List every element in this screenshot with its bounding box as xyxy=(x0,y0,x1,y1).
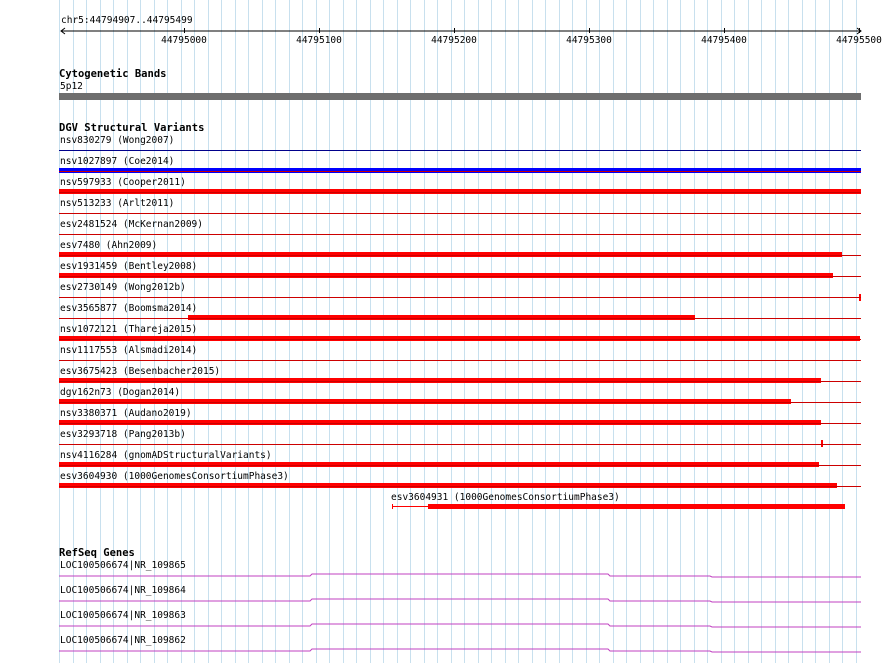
gene-label[interactable]: LOC100506674|NR_109862 xyxy=(60,635,186,646)
variant-label[interactable]: esv1931459 (Bentley2008) xyxy=(60,261,198,272)
variant-label[interactable]: esv2730149 (Wong2012b) xyxy=(60,282,186,293)
variant-label[interactable]: nsv830279 (Wong2007) xyxy=(60,135,175,146)
variant-label[interactable]: esv7480 (Ahn2009) xyxy=(60,240,158,251)
refseq-track-title[interactable]: RefSeq Genes xyxy=(59,547,135,559)
position-label: chr5:44794907..44795499 xyxy=(61,15,193,26)
gene-line[interactable] xyxy=(59,599,861,602)
ruler-tick-label: 44795200 xyxy=(431,35,477,46)
variant-label[interactable]: esv3604930 (1000GenomesConsortiumPhase3) xyxy=(60,471,289,482)
gene-line[interactable] xyxy=(59,574,861,577)
cytoband-track-title[interactable]: Cytogenetic Bands xyxy=(59,68,167,80)
gene-line[interactable] xyxy=(59,649,861,652)
variant-label[interactable]: nsv3380371 (Audano2019) xyxy=(60,408,192,419)
gene-line[interactable] xyxy=(59,624,861,627)
variant-label[interactable]: nsv4116284 (gnomADStructuralVariants) xyxy=(60,450,272,461)
ruler-tick-label: 44795400 xyxy=(701,35,747,46)
variant-label[interactable]: esv3604931 (1000GenomesConsortiumPhase3) xyxy=(391,492,620,503)
variant-label[interactable]: dgv162n73 (Dogan2014) xyxy=(60,387,181,398)
variant-label[interactable]: esv3293718 (Pang2013b) xyxy=(60,429,186,440)
ruler-tick-label: 44795100 xyxy=(296,35,342,46)
variant-label[interactable]: nsv1117553 (Alsmadi2014) xyxy=(60,345,198,356)
variant-label[interactable]: nsv1027897 (Coe2014) xyxy=(60,156,175,167)
ruler-tick-label: 44795300 xyxy=(566,35,612,46)
variant-label[interactable]: esv3565877 (Boomsma2014) xyxy=(60,303,198,314)
variant-label[interactable]: nsv513233 (Arlt2011) xyxy=(60,198,175,209)
variant-label[interactable]: esv3675423 (Besenbacher2015) xyxy=(60,366,221,377)
cytoband-label: 5p12 xyxy=(60,81,83,92)
dgv-track-title[interactable]: DGV Structural Variants xyxy=(59,122,205,134)
variant-label[interactable]: esv2481524 (McKernan2009) xyxy=(60,219,203,230)
ruler-tick-label: 44795000 xyxy=(161,35,207,46)
ruler-tick-label: 44795500 xyxy=(836,35,882,46)
gene-label[interactable]: LOC100506674|NR_109863 xyxy=(60,610,186,621)
variant-label[interactable]: nsv1072121 (Thareja2015) xyxy=(60,324,198,335)
variant-label[interactable]: nsv597933 (Cooper2011) xyxy=(60,177,186,188)
gene-label[interactable]: LOC100506674|NR_109865 xyxy=(60,560,186,571)
gene-label[interactable]: LOC100506674|NR_109864 xyxy=(60,585,186,596)
